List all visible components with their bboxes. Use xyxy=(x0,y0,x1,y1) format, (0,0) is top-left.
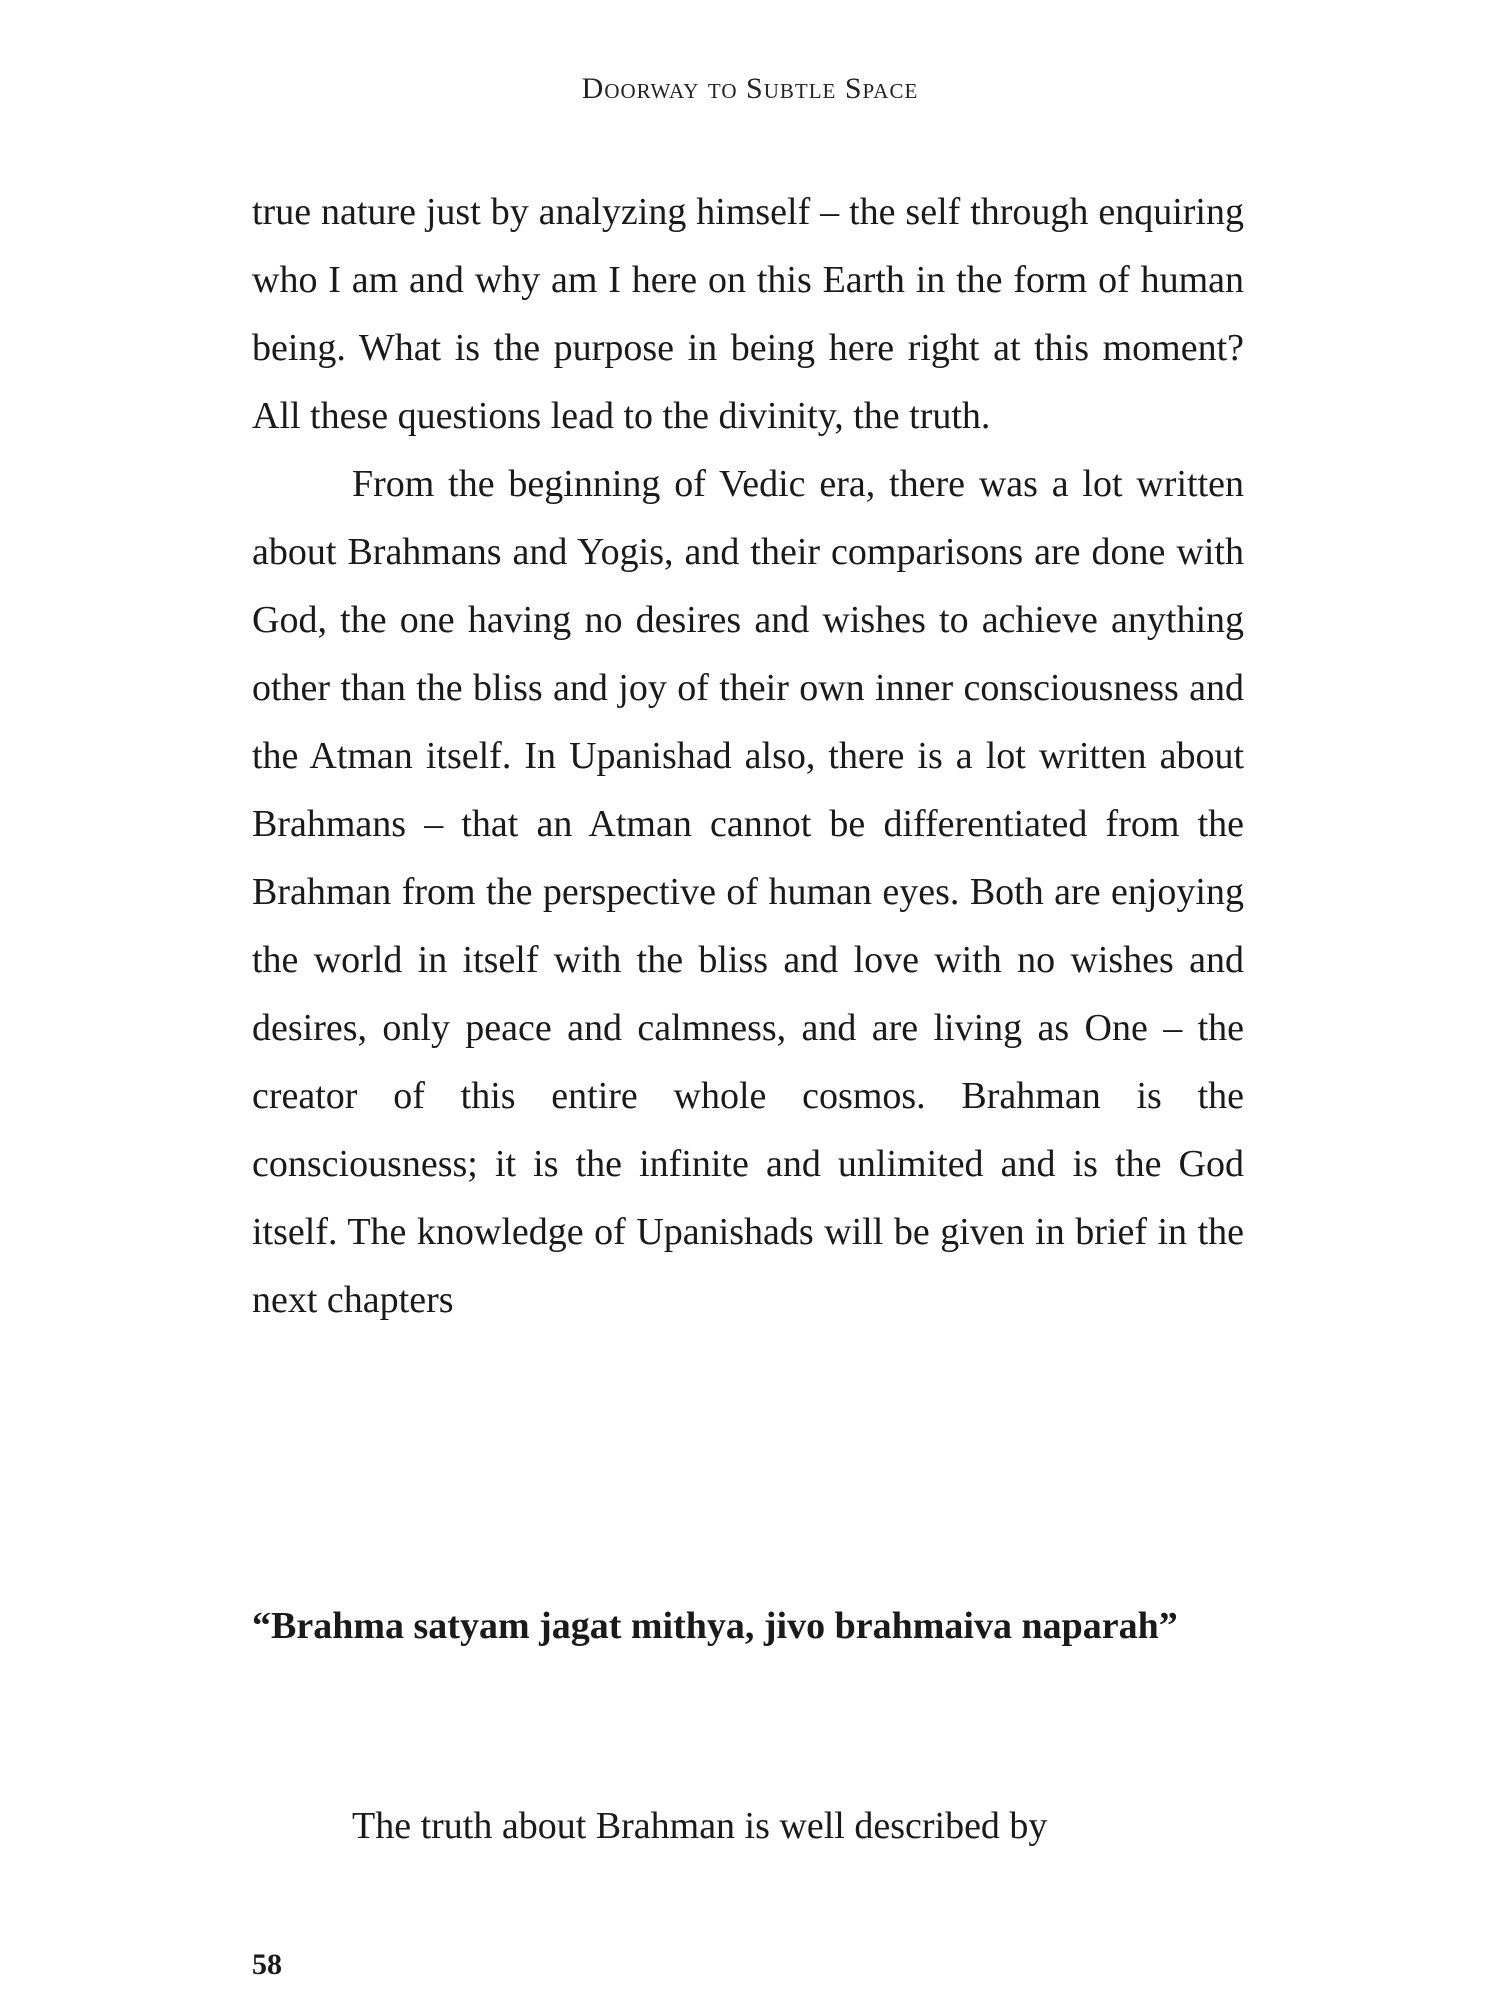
main-text xyxy=(252,178,1244,1334)
sanskrit-quote: “Brahma satyam jagat mithya, jivo brahmaiva naparah” xyxy=(252,1605,1178,1647)
paragraph-1: true nature just by analyzing himself – the self through enquiring who I am and why am I here on this Earth in the form of human being. What is the purpose in being here right at this moment? All these questions lead to the divinity, the truth. xyxy=(252,191,1244,437)
paragraph-2: From the beginning of Vedic era, there was a lot written about Brahmans and Yogis, and their comparisons are done with God, the one having no desires and wishes to achieve anything other than the bliss and joy of their own inner consciousness and the Atman itself. In Upanishad also, there is a lot written about Brahmans – that an Atman cannot be differentiated from the Brahman from the perspective of human eyes. Both are enjoying the world in itself with the bliss and love with no wishes and desires, only peace and calmness, and are living as One – the creator of this entire whole cosmos. Brahman is the consciousness; it is the infinite and unlimited and is the God itself. The knowledge of Upanishads will be given in brief in the next chapters xyxy=(252,463,1244,1321)
running-head: Doorway to Subtle Space xyxy=(581,72,919,105)
page-number: 58 xyxy=(252,1948,282,1981)
paragraph-3: The truth about Brahman is well described by xyxy=(352,1805,1048,1847)
closing-text xyxy=(252,1792,1244,1860)
